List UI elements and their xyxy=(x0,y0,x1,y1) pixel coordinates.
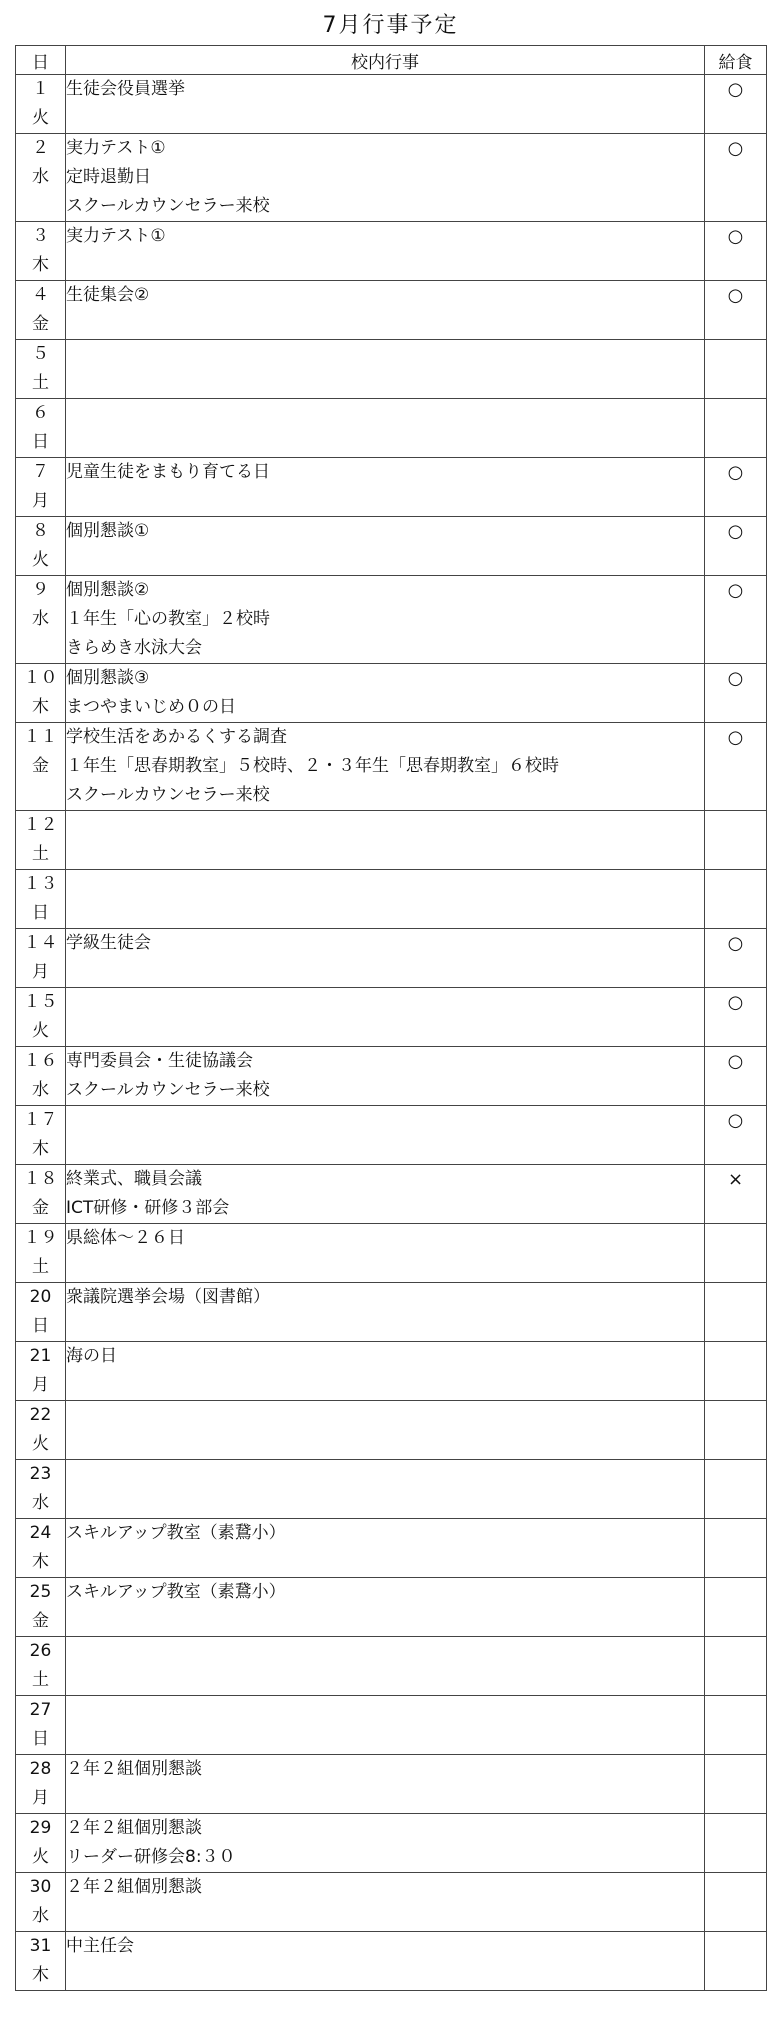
weekday: 金 xyxy=(32,756,49,776)
event-line: きらめき水泳大会 xyxy=(66,638,202,658)
day-number: 29 xyxy=(29,1818,52,1838)
event-line: ICT研修・研修３部会 xyxy=(66,1198,230,1218)
table-row xyxy=(16,988,767,1047)
day-cell xyxy=(16,1106,66,1165)
event-line: ２年２組個別懇談 xyxy=(66,1877,202,1897)
event-line: 県総体～２６日 xyxy=(66,1228,185,1248)
day-number: １９ xyxy=(23,1228,58,1248)
events-cell xyxy=(66,222,705,281)
lunch-mark: ○ xyxy=(705,929,767,988)
weekday: 水 xyxy=(32,609,49,629)
lunch-mark: ○ xyxy=(705,723,767,811)
events-cell xyxy=(66,281,705,340)
header-lunch: 給食 xyxy=(705,46,767,75)
events-cell xyxy=(66,517,705,576)
day-cell xyxy=(16,340,66,399)
day-number: 30 xyxy=(29,1877,52,1897)
weekday: 木 xyxy=(32,1139,49,1159)
weekday: 日 xyxy=(32,903,49,923)
lunch-mark: ○ xyxy=(705,458,767,517)
table-row xyxy=(16,1165,767,1224)
event-line: 生徒集会② xyxy=(66,285,150,305)
table-row xyxy=(16,1755,767,1814)
day-cell xyxy=(16,1696,66,1755)
table-row xyxy=(16,1578,767,1637)
weekday: 水 xyxy=(32,1493,49,1513)
weekday: 火 xyxy=(32,550,49,570)
event-line: 中主任会 xyxy=(66,1936,134,1956)
table-row xyxy=(16,1460,767,1519)
table-row xyxy=(16,1401,767,1460)
header-day: 日 xyxy=(16,46,66,75)
table-row xyxy=(16,870,767,929)
event-line: 実力テスト① xyxy=(66,138,166,158)
day-number: １０ xyxy=(23,668,58,688)
day-cell xyxy=(16,1401,66,1460)
weekday: 月 xyxy=(32,491,49,511)
table-row xyxy=(16,1224,767,1283)
weekday: 火 xyxy=(32,1434,49,1454)
event-line: スクールカウンセラー来校 xyxy=(66,785,270,805)
day-cell xyxy=(16,75,66,134)
day-cell xyxy=(16,517,66,576)
table-row xyxy=(16,929,767,988)
table-row xyxy=(16,1106,767,1165)
day-cell xyxy=(16,1342,66,1401)
weekday: 土 xyxy=(32,373,49,393)
day-cell xyxy=(16,988,66,1047)
event-line: 専門委員会・生徒協議会 xyxy=(66,1051,253,1071)
event-line: 生徒会役員選挙 xyxy=(66,79,185,99)
weekday: 日 xyxy=(32,1316,49,1336)
event-line: 終業式、職員会議 xyxy=(66,1169,202,1189)
events-cell xyxy=(66,1637,705,1696)
day-cell xyxy=(16,458,66,517)
lunch-mark xyxy=(705,811,767,870)
lunch-mark xyxy=(705,1755,767,1814)
day-cell xyxy=(16,1873,66,1932)
table-row xyxy=(16,1696,767,1755)
event-line: 個別懇談③ xyxy=(66,668,150,688)
lunch-mark xyxy=(705,1578,767,1637)
event-line: リーダー研修会8:３０ xyxy=(66,1847,236,1867)
table-row xyxy=(16,458,767,517)
event-line: 衆議院選挙会場（図書館） xyxy=(66,1287,270,1307)
day-cell xyxy=(16,222,66,281)
lunch-mark: ○ xyxy=(705,281,767,340)
table-row xyxy=(16,399,767,458)
events-cell xyxy=(66,399,705,458)
lunch-mark xyxy=(705,1696,767,1755)
day-cell xyxy=(16,723,66,811)
events-cell xyxy=(66,1106,705,1165)
event-line: ２年２組個別懇談 xyxy=(66,1818,202,1838)
events-cell xyxy=(66,75,705,134)
lunch-mark: ○ xyxy=(705,75,767,134)
day-cell xyxy=(16,664,66,723)
events-cell xyxy=(66,134,705,222)
table-row xyxy=(16,723,767,811)
day-number: 26 xyxy=(29,1641,52,1661)
event-line: 学級生徒会 xyxy=(66,933,151,953)
events-cell xyxy=(66,458,705,517)
day-number: １３ xyxy=(23,874,58,894)
lunch-mark xyxy=(705,1342,767,1401)
lunch-mark xyxy=(705,340,767,399)
lunch-mark: ○ xyxy=(705,1106,767,1165)
day-cell xyxy=(16,1578,66,1637)
day-number: １４ xyxy=(23,933,58,953)
lunch-mark: ○ xyxy=(705,517,767,576)
lunch-mark xyxy=(705,1637,767,1696)
lunch-mark xyxy=(705,1401,767,1460)
header-events: 校内行事 xyxy=(66,46,705,75)
day-number: 28 xyxy=(29,1759,52,1779)
lunch-mark xyxy=(705,1224,767,1283)
events-cell xyxy=(66,1932,705,1991)
weekday: 日 xyxy=(32,432,49,452)
day-cell xyxy=(16,1637,66,1696)
event-line: ２年２組個別懇談 xyxy=(66,1759,202,1779)
lunch-mark: ○ xyxy=(705,664,767,723)
event-line: スクールカウンセラー来校 xyxy=(66,1080,270,1100)
lunch-mark xyxy=(705,1283,767,1342)
day-number: 24 xyxy=(29,1523,52,1543)
day-cell xyxy=(16,1165,66,1224)
day-number: １２ xyxy=(23,815,58,835)
table-row xyxy=(16,1342,767,1401)
event-line: 実力テスト① xyxy=(66,226,166,246)
events-cell xyxy=(66,723,705,811)
day-number: １５ xyxy=(23,992,58,1012)
table-row xyxy=(16,1873,767,1932)
events-cell xyxy=(66,988,705,1047)
day-cell xyxy=(16,576,66,664)
event-line: スキルアップ教室（素鵞小） xyxy=(66,1523,286,1543)
lunch-mark xyxy=(705,1814,767,1873)
weekday: 金 xyxy=(32,1198,49,1218)
events-cell xyxy=(66,1578,705,1637)
events-cell xyxy=(66,870,705,929)
day-cell xyxy=(16,399,66,458)
event-line: スクールカウンセラー来校 xyxy=(66,196,270,216)
lunch-mark xyxy=(705,399,767,458)
weekday: 水 xyxy=(32,167,49,187)
lunch-mark: × xyxy=(705,1165,767,1224)
schedule-body xyxy=(16,75,767,1991)
event-line: 個別懇談② xyxy=(66,580,150,600)
lunch-mark xyxy=(705,1519,767,1578)
day-cell xyxy=(16,1519,66,1578)
day-number: １ xyxy=(32,79,49,99)
day-cell xyxy=(16,1224,66,1283)
day-cell xyxy=(16,929,66,988)
day-number: １６ xyxy=(23,1051,58,1071)
day-number: １８ xyxy=(23,1169,58,1189)
events-cell xyxy=(66,1165,705,1224)
day-number: ３ xyxy=(32,226,49,246)
day-number: ９ xyxy=(32,580,49,600)
event-line: 個別懇談① xyxy=(66,521,150,541)
day-number: ７ xyxy=(32,462,49,482)
events-cell xyxy=(66,929,705,988)
weekday: 木 xyxy=(32,255,49,275)
table-row xyxy=(16,75,767,134)
table-row xyxy=(16,1932,767,1991)
weekday: 木 xyxy=(32,697,49,717)
events-cell xyxy=(66,1873,705,1932)
day-cell xyxy=(16,1047,66,1106)
day-cell xyxy=(16,811,66,870)
day-number: 25 xyxy=(29,1582,52,1602)
day-number: ８ xyxy=(32,521,49,541)
header-row xyxy=(16,46,767,75)
event-line: 海の日 xyxy=(66,1346,117,1366)
table-row xyxy=(16,1283,767,1342)
lunch-mark xyxy=(705,1460,767,1519)
day-number: 23 xyxy=(29,1464,52,1484)
weekday: 金 xyxy=(32,1611,49,1631)
weekday: 日 xyxy=(32,1729,49,1749)
weekday: 木 xyxy=(32,1552,49,1572)
events-cell xyxy=(66,340,705,399)
event-line: 定時退勤日 xyxy=(66,167,151,187)
schedule-table xyxy=(15,45,767,1991)
table-row xyxy=(16,1047,767,1106)
event-line: 学校生活をあかるくする調査 xyxy=(66,727,287,747)
table-row xyxy=(16,517,767,576)
page-title: 7月行事予定 xyxy=(322,13,459,38)
weekday: 木 xyxy=(32,1965,49,1985)
day-cell xyxy=(16,134,66,222)
day-number: １７ xyxy=(23,1110,58,1130)
table-row xyxy=(16,664,767,723)
table-row xyxy=(16,1637,767,1696)
event-line: １年生「心の教室」２校時 xyxy=(66,609,270,629)
events-cell xyxy=(66,576,705,664)
day-number: ４ xyxy=(32,285,49,305)
event-line: まつやまいじめ０の日 xyxy=(66,697,236,717)
events-cell xyxy=(66,1401,705,1460)
table-row xyxy=(16,576,767,664)
day-number: 27 xyxy=(29,1700,52,1720)
table-row xyxy=(16,1519,767,1578)
events-cell xyxy=(66,1224,705,1283)
weekday: 月 xyxy=(32,1788,49,1808)
events-cell xyxy=(66,1755,705,1814)
events-cell xyxy=(66,1342,705,1401)
lunch-mark xyxy=(705,870,767,929)
day-cell xyxy=(16,281,66,340)
events-cell xyxy=(66,1047,705,1106)
day-number: ２ xyxy=(32,138,49,158)
day-number: ６ xyxy=(32,403,49,423)
day-number: 22 xyxy=(29,1405,52,1425)
day-number: 20 xyxy=(29,1287,52,1307)
table-row xyxy=(16,811,767,870)
weekday: 金 xyxy=(32,314,49,334)
table-row xyxy=(16,1814,767,1873)
events-cell xyxy=(66,1519,705,1578)
day-cell xyxy=(16,1460,66,1519)
lunch-mark xyxy=(705,1932,767,1991)
lunch-mark xyxy=(705,1873,767,1932)
weekday: 火 xyxy=(32,1847,49,1867)
event-line: １年生「思春期教室」５校時、２・３年生「思春期教室」６校時 xyxy=(66,756,559,776)
events-cell xyxy=(66,1814,705,1873)
events-cell xyxy=(66,1696,705,1755)
lunch-mark: ○ xyxy=(705,134,767,222)
day-cell xyxy=(16,1283,66,1342)
events-cell xyxy=(66,811,705,870)
table-row xyxy=(16,134,767,222)
weekday: 土 xyxy=(32,1670,49,1690)
lunch-mark: ○ xyxy=(705,576,767,664)
weekday: 月 xyxy=(32,1375,49,1395)
day-cell xyxy=(16,1755,66,1814)
table-row xyxy=(16,281,767,340)
events-cell xyxy=(66,1460,705,1519)
lunch-mark: ○ xyxy=(705,988,767,1047)
weekday: 土 xyxy=(32,844,49,864)
weekday: 土 xyxy=(32,1257,49,1277)
day-cell xyxy=(16,870,66,929)
lunch-mark: ○ xyxy=(705,1047,767,1106)
day-number: １１ xyxy=(23,727,58,747)
event-line: スキルアップ教室（素鵞小） xyxy=(66,1582,286,1602)
events-cell xyxy=(66,1283,705,1342)
weekday: 水 xyxy=(32,1906,49,1926)
table-row xyxy=(16,222,767,281)
weekday: 月 xyxy=(32,962,49,982)
day-number: ５ xyxy=(32,344,49,364)
weekday: 水 xyxy=(32,1080,49,1100)
lunch-mark: ○ xyxy=(705,222,767,281)
table-row xyxy=(16,340,767,399)
day-number: 31 xyxy=(29,1936,52,1956)
event-line: 児童生徒をまもり育てる日 xyxy=(66,462,270,482)
weekday: 火 xyxy=(32,108,49,128)
weekday: 火 xyxy=(32,1021,49,1041)
day-cell xyxy=(16,1932,66,1991)
events-cell xyxy=(66,664,705,723)
day-cell xyxy=(16,1814,66,1873)
day-number: 21 xyxy=(29,1346,52,1366)
